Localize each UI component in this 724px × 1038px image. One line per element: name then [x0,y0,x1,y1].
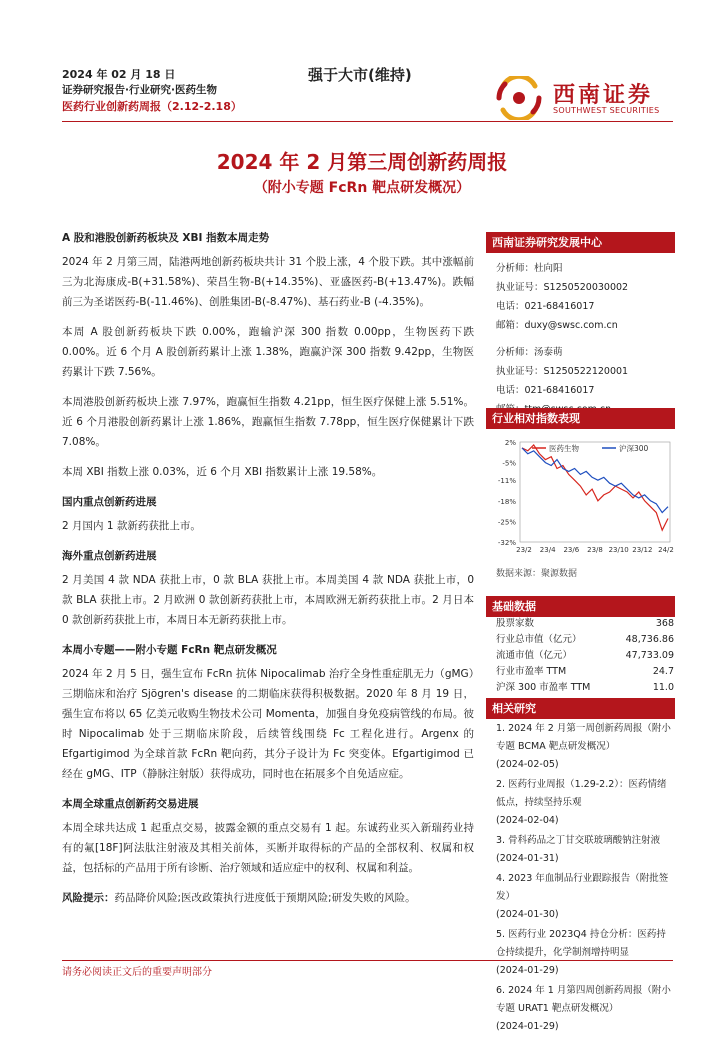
table-row [496,680,674,696]
table-row [496,616,674,632]
basic-label: 流通市值（亿元） [496,650,573,661]
list-item[interactable] [496,720,674,774]
index-chart [486,430,675,562]
chart-source: 数据来源：聚源数据 [496,569,578,579]
section-heading: A 股和港股创新药板块及 XBI 指数本周走势 [62,232,270,244]
paragraph: 本周 XBI 指数上涨 0.03%，近 6 个月 XBI 指数累计上涨 19.58%。 [62,466,383,478]
research-center-panel [486,232,675,419]
analyst-phone: 电话：021-68416017 [496,301,595,312]
legend-label: 医药生物 [549,444,579,453]
analyst-email[interactable]: 邮箱：duxy@swsc.com.cn [496,320,618,331]
analyst-license: 执业证号：S1250520030002 [496,282,629,293]
section-heading: 本周小专题——附小专题 FcRn 靶点研发概况 [62,644,277,656]
index-panel [486,408,675,429]
x-tick-label: 23/6 [563,546,580,554]
analyst-name: 分析师：汤泰萌 [496,347,563,358]
report-series: 医药行业创新药周报（2.12-2.18） [62,100,242,113]
y-tick-label: -11% [497,477,516,486]
basic-value: 11.0 [652,682,674,693]
paragraph: 本周全球共达成 1 起重点交易，披露金额的重点交易有 1 起。东诚药业买入新瑞药业持有的氟[18F]阿法肽注射液及其相关前体，买断并取得标的产品的全部权利、权属和权益，包括标的产品用于所有诊断、治疗领域和适应症中的权利、权属和利益。 [62,822,474,874]
related-date: (2024-01-30) [496,909,559,920]
risk-text: 药品降价风险;医改政策执行进度低于预期风险;研发失败的风险。 [114,892,416,904]
related-date: (2024-01-29) [496,1021,559,1032]
basic-value: 47,733.09 [625,650,674,661]
table-row [496,632,674,648]
list-item[interactable] [496,776,674,830]
x-tick-label: 23/10 [608,546,629,554]
paragraph: 2024 年 2 月 5 日，强生宣布 FcRn 抗体 Nipocalimab 治疗全身性重症肌无力（gMG）三期临床和治疗 Sjögren's disease 的二期临床获得积极数据。2020 年 8 月 19 日，强生宣布将以 65 亿美元收购生物技术公司 Momenta，加强自身免疫病管线的布局。彼时 Nipocalimab 处于三期临床阶段，后续管线围绕 Fc 工程化进行。Argenx 的 Efgartigimod 为全球首款 FcRn 靶向药，其分子设计为 Fc 突变体。Efgartigimod 已经在 gMG、ITP（静脉注射版）获得成功，同时也在拓展多个自免适应症。 [62,668,474,780]
risk-warning [62,888,474,908]
x-tick-label: 23/8 [587,546,603,554]
related-title[interactable]: 3. 骨科药品之丁甘交联玻璃酸钠注射液 [496,835,661,846]
y-tick-label: 2% [504,439,516,447]
x-tick-label: 23/12 [632,546,653,554]
related-research-header: 相关研究 [486,698,675,719]
table-row [496,664,674,680]
main-content [62,228,474,918]
y-tick-label: -18% [497,497,516,506]
series-line-pharma [522,445,668,530]
related-title[interactable]: 2. 医药行业周报（1.29-2.2）：医药情绪低点，持续坚持乐观 [496,779,667,808]
x-tick-label: 23/2 [516,546,532,554]
related-date: (2024-02-04) [496,815,559,826]
page-subtitle: （附小专题 FcRn 靶点研发概况） [253,180,471,196]
analyst-name: 分析师：杜向阳 [496,263,563,274]
report-type: 证券研究报告·行业研究·医药生物 [62,84,217,96]
basic-label: 沪深 300 市盈率 TTM [496,682,591,693]
rating: 强于大市(维持) [308,66,412,84]
paragraph: 2 月美国 4 款 NDA 获批上市，0 款 BLA 获批上市。本周美国 4 款 NDA 获批上市，0 款 BLA 获批上市。2 月欧洲 0 款创新药获批上市，本周欧洲无新药获批上市。2 月日本 0 款创新药获批上市，本周日本无新药获批上市。 [62,574,474,626]
related-date: (2024-02-05) [496,759,559,770]
related-title[interactable]: 6. 2024 年 1 月第四周创新药周报（附小专题 URAT1 靶点研发概况） [496,985,671,1014]
analyst-phone: 电话：021-68416017 [496,385,595,396]
logo-emblem-icon [495,76,543,120]
related-research-panel [486,698,675,719]
y-tick-label: -25% [497,518,516,527]
section-heading: 海外重点创新药进展 [62,550,157,562]
paragraph: 本周 A 股创新药板块下跌 0.00%，跑输沪深 300 指数 0.00pp，生物医药下跌 0.00%。近 6 个月 A 股创新药累计上涨 1.38%，跑赢沪深 300 指数 9.42pp，生物医药累计下跌 7.56%。 [62,326,474,378]
header-divider [62,121,673,122]
logo-text-en: SOUTHWEST SECURITIES [553,106,660,115]
basic-label: 行业总市值（亿元） [496,634,582,645]
legend-label: 沪深300 [619,444,649,453]
list-item[interactable] [496,982,674,1036]
index-panel-header: 行业相对指数表现 [486,408,675,429]
x-tick-label: 23/4 [539,546,556,554]
paragraph: 2024 年 2 月第三周，陆港两地创新药板块共计 31 个股上涨，4 个股下跌。其中涨幅前三为北海康成-B(+31.58%)、荣昌生物-B(+14.35%)、亚盛医药-B(+13.47%)。跌幅前三为圣诺医药-B(-11.46%)、创胜集团-B(-8.47%)、基石药业-B (-4.35%)。 [62,256,474,308]
basic-label: 行业市盈率 TTM [496,666,567,677]
basic-value: 48,736.86 [625,634,674,645]
logo-text-cn: 西南证券 [553,82,654,108]
paragraph: 2 月国内 1 款新药获批上市。 [62,520,201,532]
research-center-header: 西南证券研究发展中心 [486,232,675,253]
risk-label: 风险提示： [62,892,115,904]
report-date: 2024 年 02 月 18 日 [62,68,176,81]
basic-value: 24.7 [652,666,674,677]
list-item[interactable] [496,870,674,924]
section-heading: 本周全球重点创新药交易进展 [62,798,199,810]
page-title: 2024 年 2 月第三周创新药周报 [216,150,508,174]
y-tick-label: -32% [497,539,516,547]
y-tick-label: -5% [502,459,516,468]
basic-data-table [496,616,674,696]
company-logo [495,76,675,120]
footer-disclaimer[interactable]: 请务必阅读正文后的重要声明部分 [62,967,212,978]
basic-value: 368 [655,618,674,629]
related-title[interactable]: 1. 2024 年 2 月第一周创新药周报（附小专题 BCMA 靶点研发概况） [496,723,671,752]
list-item[interactable] [496,832,674,868]
related-title[interactable]: 5. 医药行业 2023Q4 持仓分析：医药持仓持续提升，化学制剂增持明显 [496,929,666,958]
basic-label: 股票家数 [496,618,535,629]
related-research-list [496,720,674,1038]
section-heading: 国内重点创新药进展 [62,496,157,508]
related-date: (2024-01-31) [496,853,559,864]
related-title[interactable]: 4. 2023 年血制品行业跟踪报告（附批签发） [496,873,669,902]
related-date: (2024-01-29) [496,965,559,976]
x-tick-label: 24/2 [658,546,674,554]
basic-data-panel [486,596,675,617]
index-chart-svg [486,430,675,562]
basic-data-header: 基础数据 [486,596,675,617]
analyst-license: 执业证号：S1250522120001 [496,366,629,377]
list-item[interactable] [496,926,674,980]
paragraph: 本周港股创新药板块上涨 7.97%，跑赢恒生指数 4.21pp，恒生医疗保健上涨 5.51%。近 6 个月港股创新药累计上涨 1.86%，跑赢恒生指数 7.78pp，恒生医疗保健累计下跌 7.08%。 [62,396,474,448]
footer-divider [62,960,673,961]
table-row [496,648,674,664]
